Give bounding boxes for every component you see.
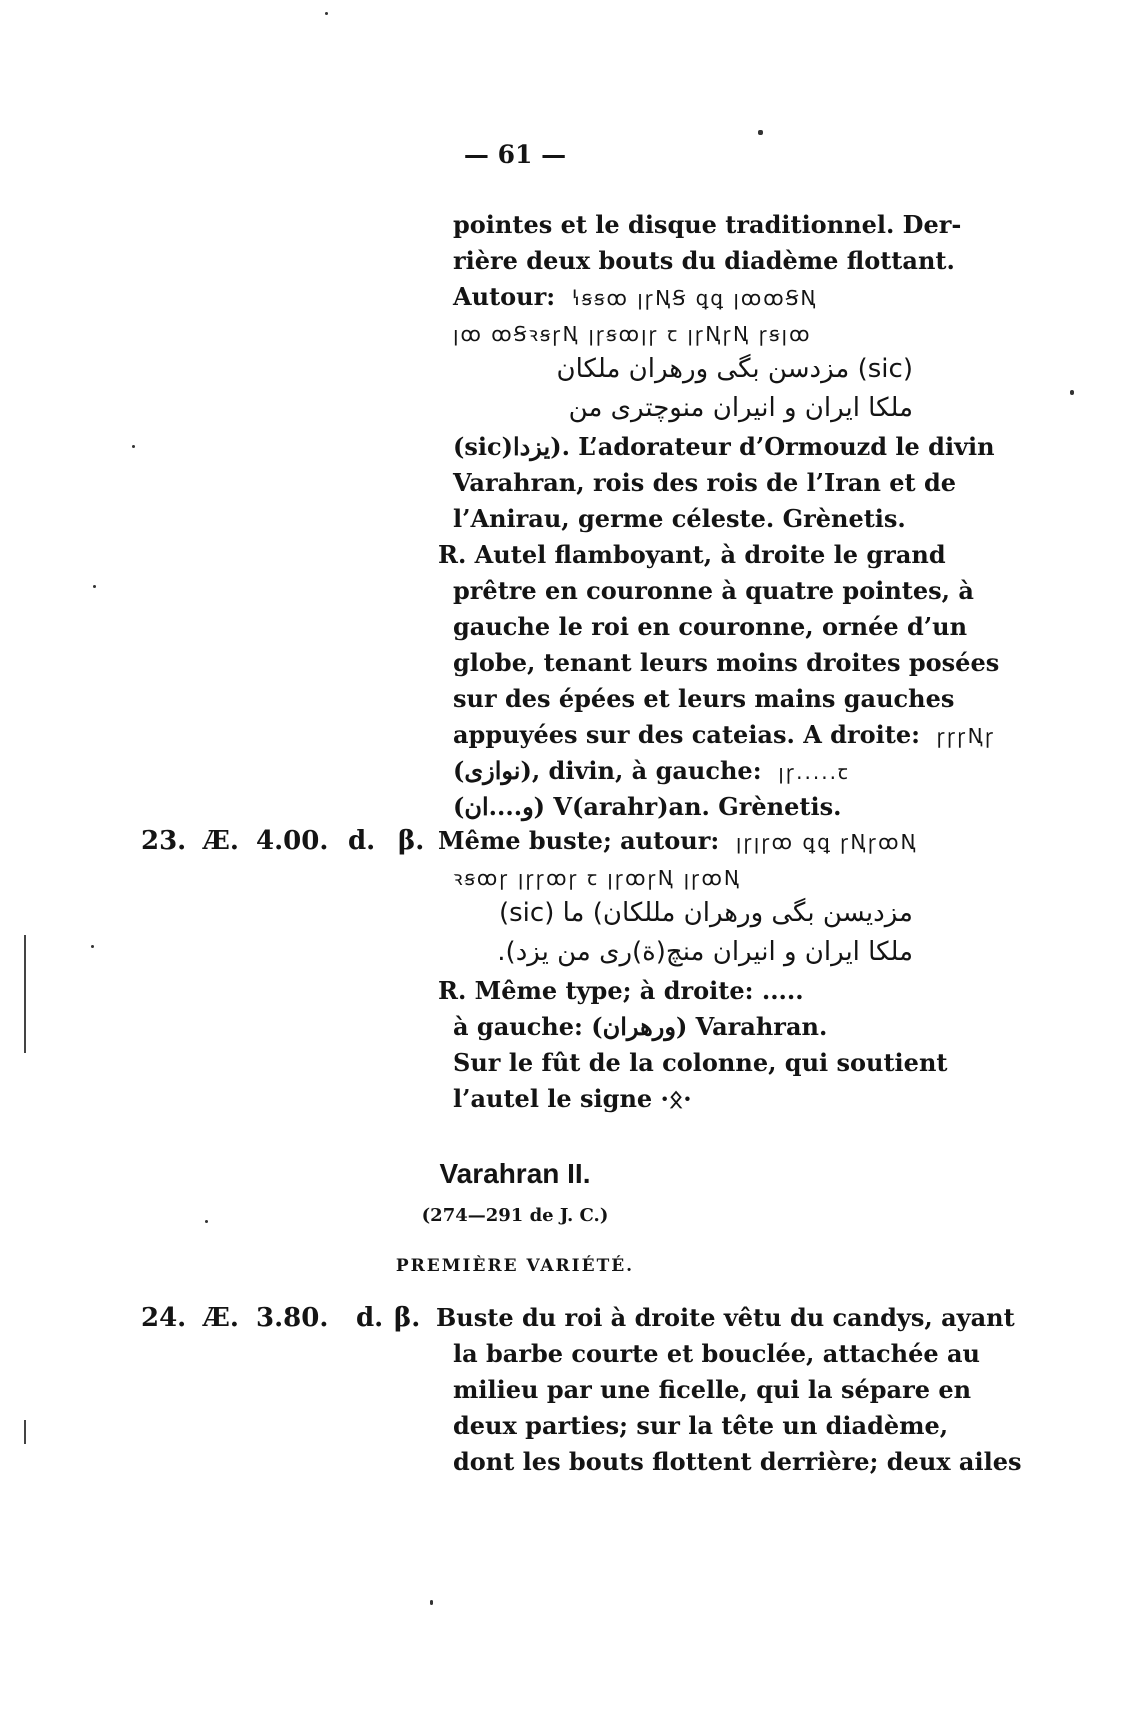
metal-label: Æ. — [203, 826, 239, 856]
text-line: pointes et le disque traditionnel. Der- — [453, 210, 962, 239]
section-title: Varahran II. — [439, 1158, 591, 1189]
pahlavi-legend: ꞁꞅ.....ꞇ — [769, 760, 850, 784]
text-line: sur des épées et leurs mains gauches — [453, 684, 955, 713]
text-line: prêtre en couronne à quatre pointes, à — [453, 576, 974, 605]
section-variety: PREMIÈRE VARIÉTÉ. — [395, 1256, 635, 1276]
pahlavi-legend: ꞅꞅꞅꞐꞅ — [928, 724, 996, 748]
scan-speck — [758, 130, 763, 135]
pahlavi-line — [453, 315, 913, 351]
text-line — [438, 823, 918, 859]
beta-mark: β. — [394, 1303, 421, 1333]
text-line: R. Autel flamboyant, à droite le grand — [438, 540, 946, 569]
pahlavi-legend: ꝛꞩꝏꞅ ꞁꞅꞅꝏꞅ ꞇ ꞁꞅꝏꞅꞐ ꞁꞅꝏꞐ — [453, 866, 742, 890]
scan-edge-mark — [24, 935, 26, 1053]
arabic-line: ملکا ایران و انیران منچ(ة)ری من یزد). — [497, 937, 913, 967]
scan-edge-mark — [24, 1420, 26, 1444]
direction-mark: d. — [348, 826, 376, 856]
autour-label: Autour: — [453, 282, 556, 311]
text-line: (و....ان) V(arahr)an. Grènetis. — [453, 792, 842, 821]
text-segment: appuyées sur des cateias. A droite: — [453, 720, 920, 749]
entry-number: 23. — [141, 826, 187, 856]
text-segment: (نوازی), divin, à gauche: — [453, 756, 762, 785]
scan-speck — [430, 1600, 433, 1605]
text-line: deux parties; sur la tête un diadème, — [453, 1411, 949, 1440]
text-line: rière deux bouts du diadème flottant. — [453, 246, 955, 275]
pahlavi-legend: ꝇꞩꞩꝏ ꞁꞅꞐꞨ ꝗꝗ ꞁꝏꝏꞨꞐ — [563, 286, 818, 310]
arabic-line: ملکا ایران و انیران منوچتری من — [568, 393, 913, 423]
text-segment: Même buste; autour: — [438, 826, 720, 855]
scan-speck — [91, 945, 94, 948]
pahlavi-legend: ꞁꞅꞁꞅꝏ ꝗꝗ ꞅꞐꞅꝏꞐ — [727, 830, 918, 854]
text-line — [453, 279, 913, 315]
weight-value: 3.80. — [256, 1303, 329, 1333]
entry-number: 24. — [141, 1303, 187, 1333]
metal-label: Æ. — [203, 1303, 239, 1333]
text-line — [453, 753, 913, 789]
text-line: l’autel le signe ·ᛟ· — [453, 1084, 692, 1113]
arabic-line: (sic) مزدسن بگی ورهران ملکان — [556, 354, 913, 384]
scan-speck — [132, 445, 135, 448]
text-line — [453, 717, 996, 753]
section-dates: (274—291 de J. C.) — [421, 1205, 609, 1226]
arabic-line: مزدیسن بگی ورهران مللکان) ما (sic) — [498, 898, 913, 928]
scan-speck — [1070, 390, 1074, 395]
beta-mark: β. — [398, 826, 425, 856]
text-line: gauche le roi en couronne, ornée d’un — [453, 612, 968, 641]
text-line: Varahran, rois des rois de l’Iran et de — [453, 468, 957, 497]
text-line: à gauche: (ورهران) Varahran. — [453, 1012, 828, 1041]
text-line: dont les bouts flottent derrière; deux ailes — [453, 1447, 1022, 1476]
text-line: (sic)یزدا). L’adorateur d’Ormouzd le divin — [453, 432, 995, 461]
pahlavi-legend: ꞁꝏ ꝏꞨꝛꞩꞅꞐ ꞁꞅꞩꝏꞁꞅ ꞇ ꞁꞅꞐꞅꞐ ꞅꞩꞁꝏ — [453, 322, 812, 346]
text-line: milieu par une ficelle, qui la sépare en — [453, 1375, 972, 1404]
scan-speck — [205, 1220, 208, 1223]
text-line: Sur le fût de la colonne, qui soutient — [453, 1048, 948, 1077]
weight-value: 4.00. — [256, 826, 329, 856]
text-line: globe, tenant leurs moins droites posées — [453, 648, 1000, 677]
text-line: R. Même type; à droite: ..... — [438, 976, 804, 1005]
direction-mark: d. — [356, 1303, 384, 1333]
text-line: l’Anirau, germe céleste. Grènetis. — [453, 504, 906, 533]
scan-speck — [93, 585, 96, 588]
text-line: la barbe courte et bouclée, attachée au — [453, 1339, 980, 1368]
page-number: — 61 — — [463, 140, 567, 169]
scan-speck — [325, 12, 328, 15]
pahlavi-line — [453, 859, 913, 895]
text-line: Buste du roi à droite vêtu du candys, ayant — [436, 1303, 1015, 1332]
